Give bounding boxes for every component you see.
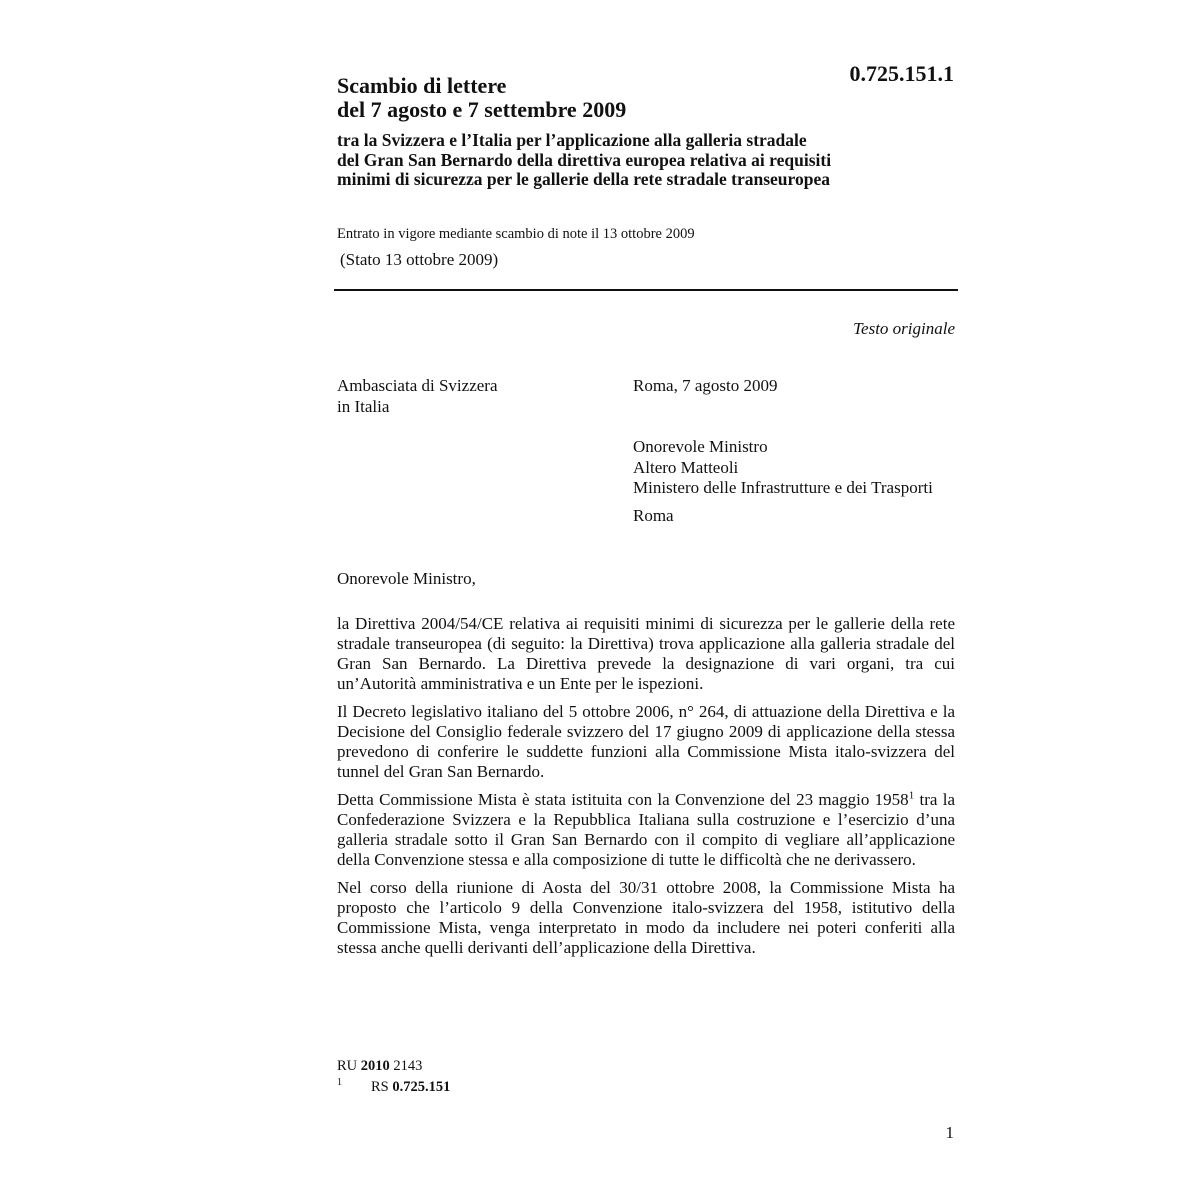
place-date: Roma, 7 agosto 2009 bbox=[633, 376, 778, 395]
official-compilation-ref bbox=[337, 1058, 422, 1075]
body-paragraph: Nel corso della riunione di Aosta del 30/31 ottobre 2008, la Commissione Mista ha proposto che l’articolo 9 della Convenzione italo-svizzera del 1958, istitutivo della Commissione Mista, venga interpretato in modo da includere nei poteri conferiti alla stessa anche quelli derivanti dell’applicazione della Direttiva. bbox=[337, 878, 955, 957]
sender-line: in Italia bbox=[337, 396, 390, 416]
body-paragraph bbox=[337, 790, 955, 870]
header-divider bbox=[334, 289, 958, 291]
subtitle-line: tra la Svizzera e l’Italia per l’applicazione alla galleria stradale bbox=[337, 130, 807, 150]
addressee-line: Ministero delle Infrastrutture e dei Trasporti bbox=[633, 478, 933, 497]
footnote-link[interactable]: 0.725.151 bbox=[392, 1079, 451, 1095]
page-number: 1 bbox=[945, 1123, 954, 1142]
document-title bbox=[337, 74, 797, 122]
ru-year: 2010 bbox=[360, 1058, 390, 1074]
addressee-city: Roma bbox=[633, 505, 674, 525]
entry-into-force: Entrato in vigore mediante scambio di note il 13 ottobre 2009 bbox=[337, 226, 695, 242]
ru-page: 2143 bbox=[393, 1058, 423, 1074]
document-subtitle bbox=[337, 131, 957, 190]
sender-block bbox=[337, 376, 498, 417]
footnote: 1 RS 0.725.151 bbox=[337, 1077, 451, 1095]
subtitle-line: minimi di sicurezza per le gallerie della rete stradale transeuropea bbox=[337, 169, 830, 189]
footnote-reference[interactable]: 1 bbox=[908, 789, 915, 802]
salutation: Onorevole Ministro, bbox=[337, 569, 476, 588]
title-line: del 7 agosto e 7 settembre 2009 bbox=[337, 97, 627, 122]
letter-body bbox=[337, 614, 955, 958]
addressee-line: Altero Matteoli bbox=[633, 457, 739, 477]
addressee-line: Onorevole Ministro bbox=[633, 437, 768, 456]
body-paragraph: Il Decreto legislativo italiano del 5 ottobre 2006, n° 264, di attuazione della Direttiva e la Decisione del Consiglio federale svizzero del 17 giugno 2009 di applicazione della stessa prevedono di conferire le suddette funzioni alla Commissione Mista italo-svizzera del tunnel del Gran San Bernardo. bbox=[337, 702, 955, 781]
subtitle-line: del Gran San Bernardo della direttiva europea relativa ai requisiti bbox=[337, 149, 832, 170]
addressee-block bbox=[633, 437, 933, 526]
original-text-label: Testo originale bbox=[853, 319, 955, 338]
paragraph-text: tra la Confederazione Svizzera e la Repubblica Italiana sulla costruzione e l’esercizio d’una galleria stradale sotto il Gran San Bernardo con il compito di vegliare all’applicazione della Convenzione stessa e alla composizione di tutte le difficoltà che ne derivassero. bbox=[337, 790, 956, 869]
ru-prefix: RU bbox=[337, 1058, 358, 1074]
paragraph-text: Detta Commissione Mista è stata istituita con la Convenzione del 23 maggio 1958 bbox=[337, 790, 909, 809]
sr-number: 0.725.151.1 bbox=[849, 61, 954, 86]
body-paragraph: la Direttiva 2004/54/CE relativa ai requisiti minimi di sicurezza per le gallerie della rete stradale transeuropea (di seguito: la Direttiva) trova applicazione alla galleria stradale del Gran San Bernardo. La Direttiva prevede la designazione di vari organi, tra cui un’Autorità amministrativa e un Ente per le ispezioni. bbox=[337, 614, 955, 693]
title-line: Scambio di lettere bbox=[337, 73, 507, 98]
footnote-prefix: RS bbox=[371, 1079, 389, 1095]
status-date: (Stato 13 ottobre 2009) bbox=[340, 250, 499, 269]
sender-line: Ambasciata di Svizzera bbox=[337, 376, 498, 395]
